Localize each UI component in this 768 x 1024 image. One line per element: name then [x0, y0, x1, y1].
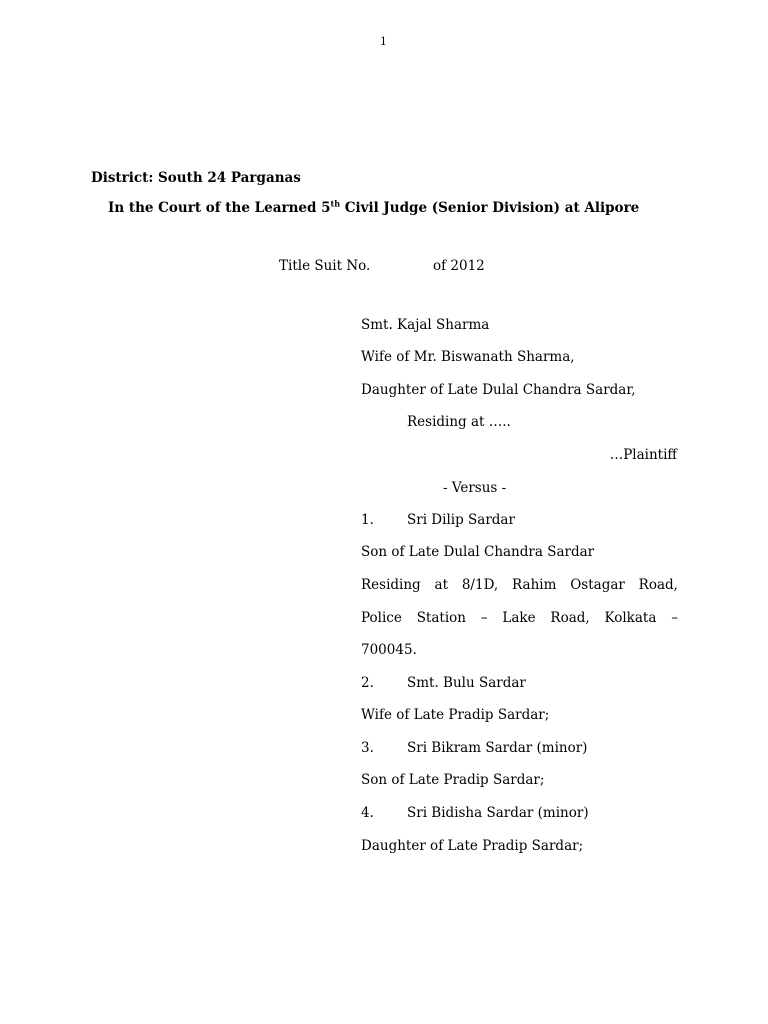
defendant-number: 3. [361, 740, 374, 756]
defendant-address-pin: 700045. [361, 642, 417, 658]
address-word: Kolkata [604, 610, 657, 626]
page-number: 1 [380, 35, 387, 48]
address-word: Police [361, 610, 402, 626]
defendant-name: Sri Dilip Sardar [407, 512, 515, 528]
defendant-name: Sri Bidisha Sardar (minor) [407, 805, 589, 821]
address-word: Ostagar [570, 577, 625, 593]
defendant-relation: Son of Late Pradip Sardar; [361, 772, 545, 788]
court-heading-part1: In the Court of the Learned 5 [108, 200, 331, 216]
defendant-relation: Daughter of Late Pradip Sardar; [361, 838, 584, 854]
defendant-name: Sri Bikram Sardar (minor) [407, 740, 588, 756]
plaintiff-spouse: Wife of Mr. Biswanath Sharma, [361, 349, 575, 365]
defendant-address-line [361, 610, 678, 626]
plaintiff-label: …Plaintiff [609, 447, 677, 463]
defendant-number: 1. [361, 512, 374, 528]
defendant-number: 2. [361, 675, 374, 691]
plaintiff-residence: Residing at ….. [407, 414, 511, 430]
plaintiff-parent: Daughter of Late Dulal Chandra Sardar, [361, 382, 636, 398]
title-suit-year: of 2012 [433, 258, 485, 274]
address-word: Residing [361, 577, 421, 593]
address-word: Station [416, 610, 466, 626]
defendant-number: 4. [361, 805, 374, 821]
defendant-relation: Wife of Late Pradip Sardar; [361, 707, 550, 723]
defendant-name: Smt. Bulu Sardar [407, 675, 526, 691]
address-word: Road, [638, 577, 678, 593]
plaintiff-name: Smt. Kajal Sharma [361, 317, 490, 333]
court-heading-part2: Civil Judge (Senior Division) at Alipore [340, 200, 640, 216]
court-heading [108, 200, 639, 216]
address-word: Rahim [512, 577, 557, 593]
court-heading-superscript: th [330, 198, 341, 209]
address-word: at [434, 577, 449, 593]
address-word: 8/1D, [461, 577, 499, 593]
defendant-relation: Son of Late Dulal Chandra Sardar [361, 544, 595, 560]
address-word: – [671, 610, 678, 626]
address-word: Road, [550, 610, 590, 626]
defendant-address-line [361, 577, 678, 593]
district-heading: District: South 24 Parganas [91, 170, 301, 186]
title-suit-label: Title Suit No. [279, 258, 371, 274]
versus-label: - Versus - [443, 480, 507, 496]
address-word: Lake [502, 610, 536, 626]
address-word: – [480, 610, 488, 626]
